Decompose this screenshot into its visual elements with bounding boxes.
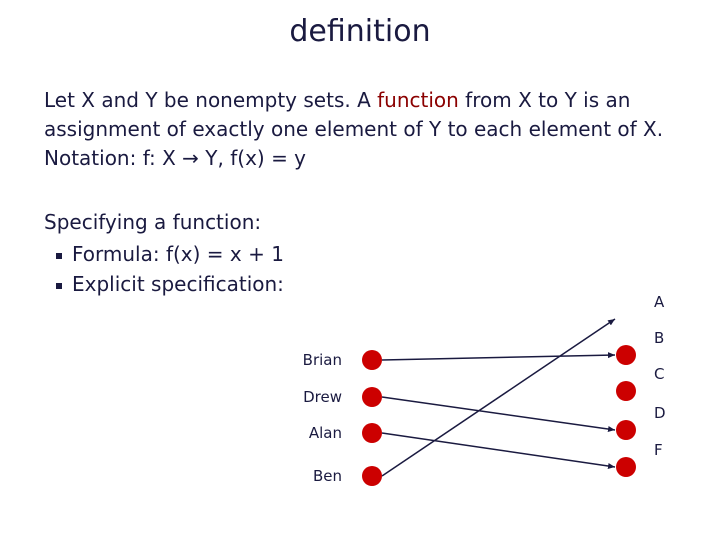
definition-part2: from X to Y is an assignment of exactly one element of Y to each element of X.	[44, 88, 664, 141]
domain-dot-alan	[362, 423, 382, 443]
arrow-brian-to-b	[382, 355, 615, 360]
domain-dot-brian	[362, 350, 382, 370]
notation-line: Notation: f: X → Y, f(x) = y	[44, 146, 307, 170]
domain-dot-drew	[362, 387, 382, 407]
codomain-dot-f	[616, 457, 636, 477]
codomain-dot-c	[616, 381, 636, 401]
arrow-ben-to-a	[382, 319, 615, 476]
domain-label-brian: Brian	[302, 351, 342, 369]
codomain-label-b: B	[654, 329, 665, 347]
codomain-label-d: D	[654, 404, 666, 422]
codomain-label-c: C	[654, 365, 665, 383]
codomain-label-a: A	[654, 293, 665, 311]
bullet-formula: Formula: f(x) = x + 1	[72, 242, 284, 266]
arrow-alan-to-f	[382, 433, 615, 467]
definition-part1: Let X and Y be nonempty sets. A	[44, 88, 378, 112]
domain-dot-ben	[362, 466, 382, 486]
arrow-drew-to-d	[382, 397, 615, 430]
domain-label-drew: Drew	[303, 388, 342, 406]
specifying-heading: Specifying a function:	[44, 210, 262, 234]
slide-title: definition	[289, 14, 431, 49]
codomain-dot-b	[616, 345, 636, 365]
domain-label-alan: Alan	[308, 424, 342, 442]
codomain-label-f: F	[654, 441, 663, 459]
codomain-dot-d	[616, 420, 636, 440]
function-keyword: function	[377, 88, 459, 112]
bullet-explicit: Explicit specification:	[72, 272, 284, 296]
domain-label-ben: Ben	[312, 467, 342, 485]
